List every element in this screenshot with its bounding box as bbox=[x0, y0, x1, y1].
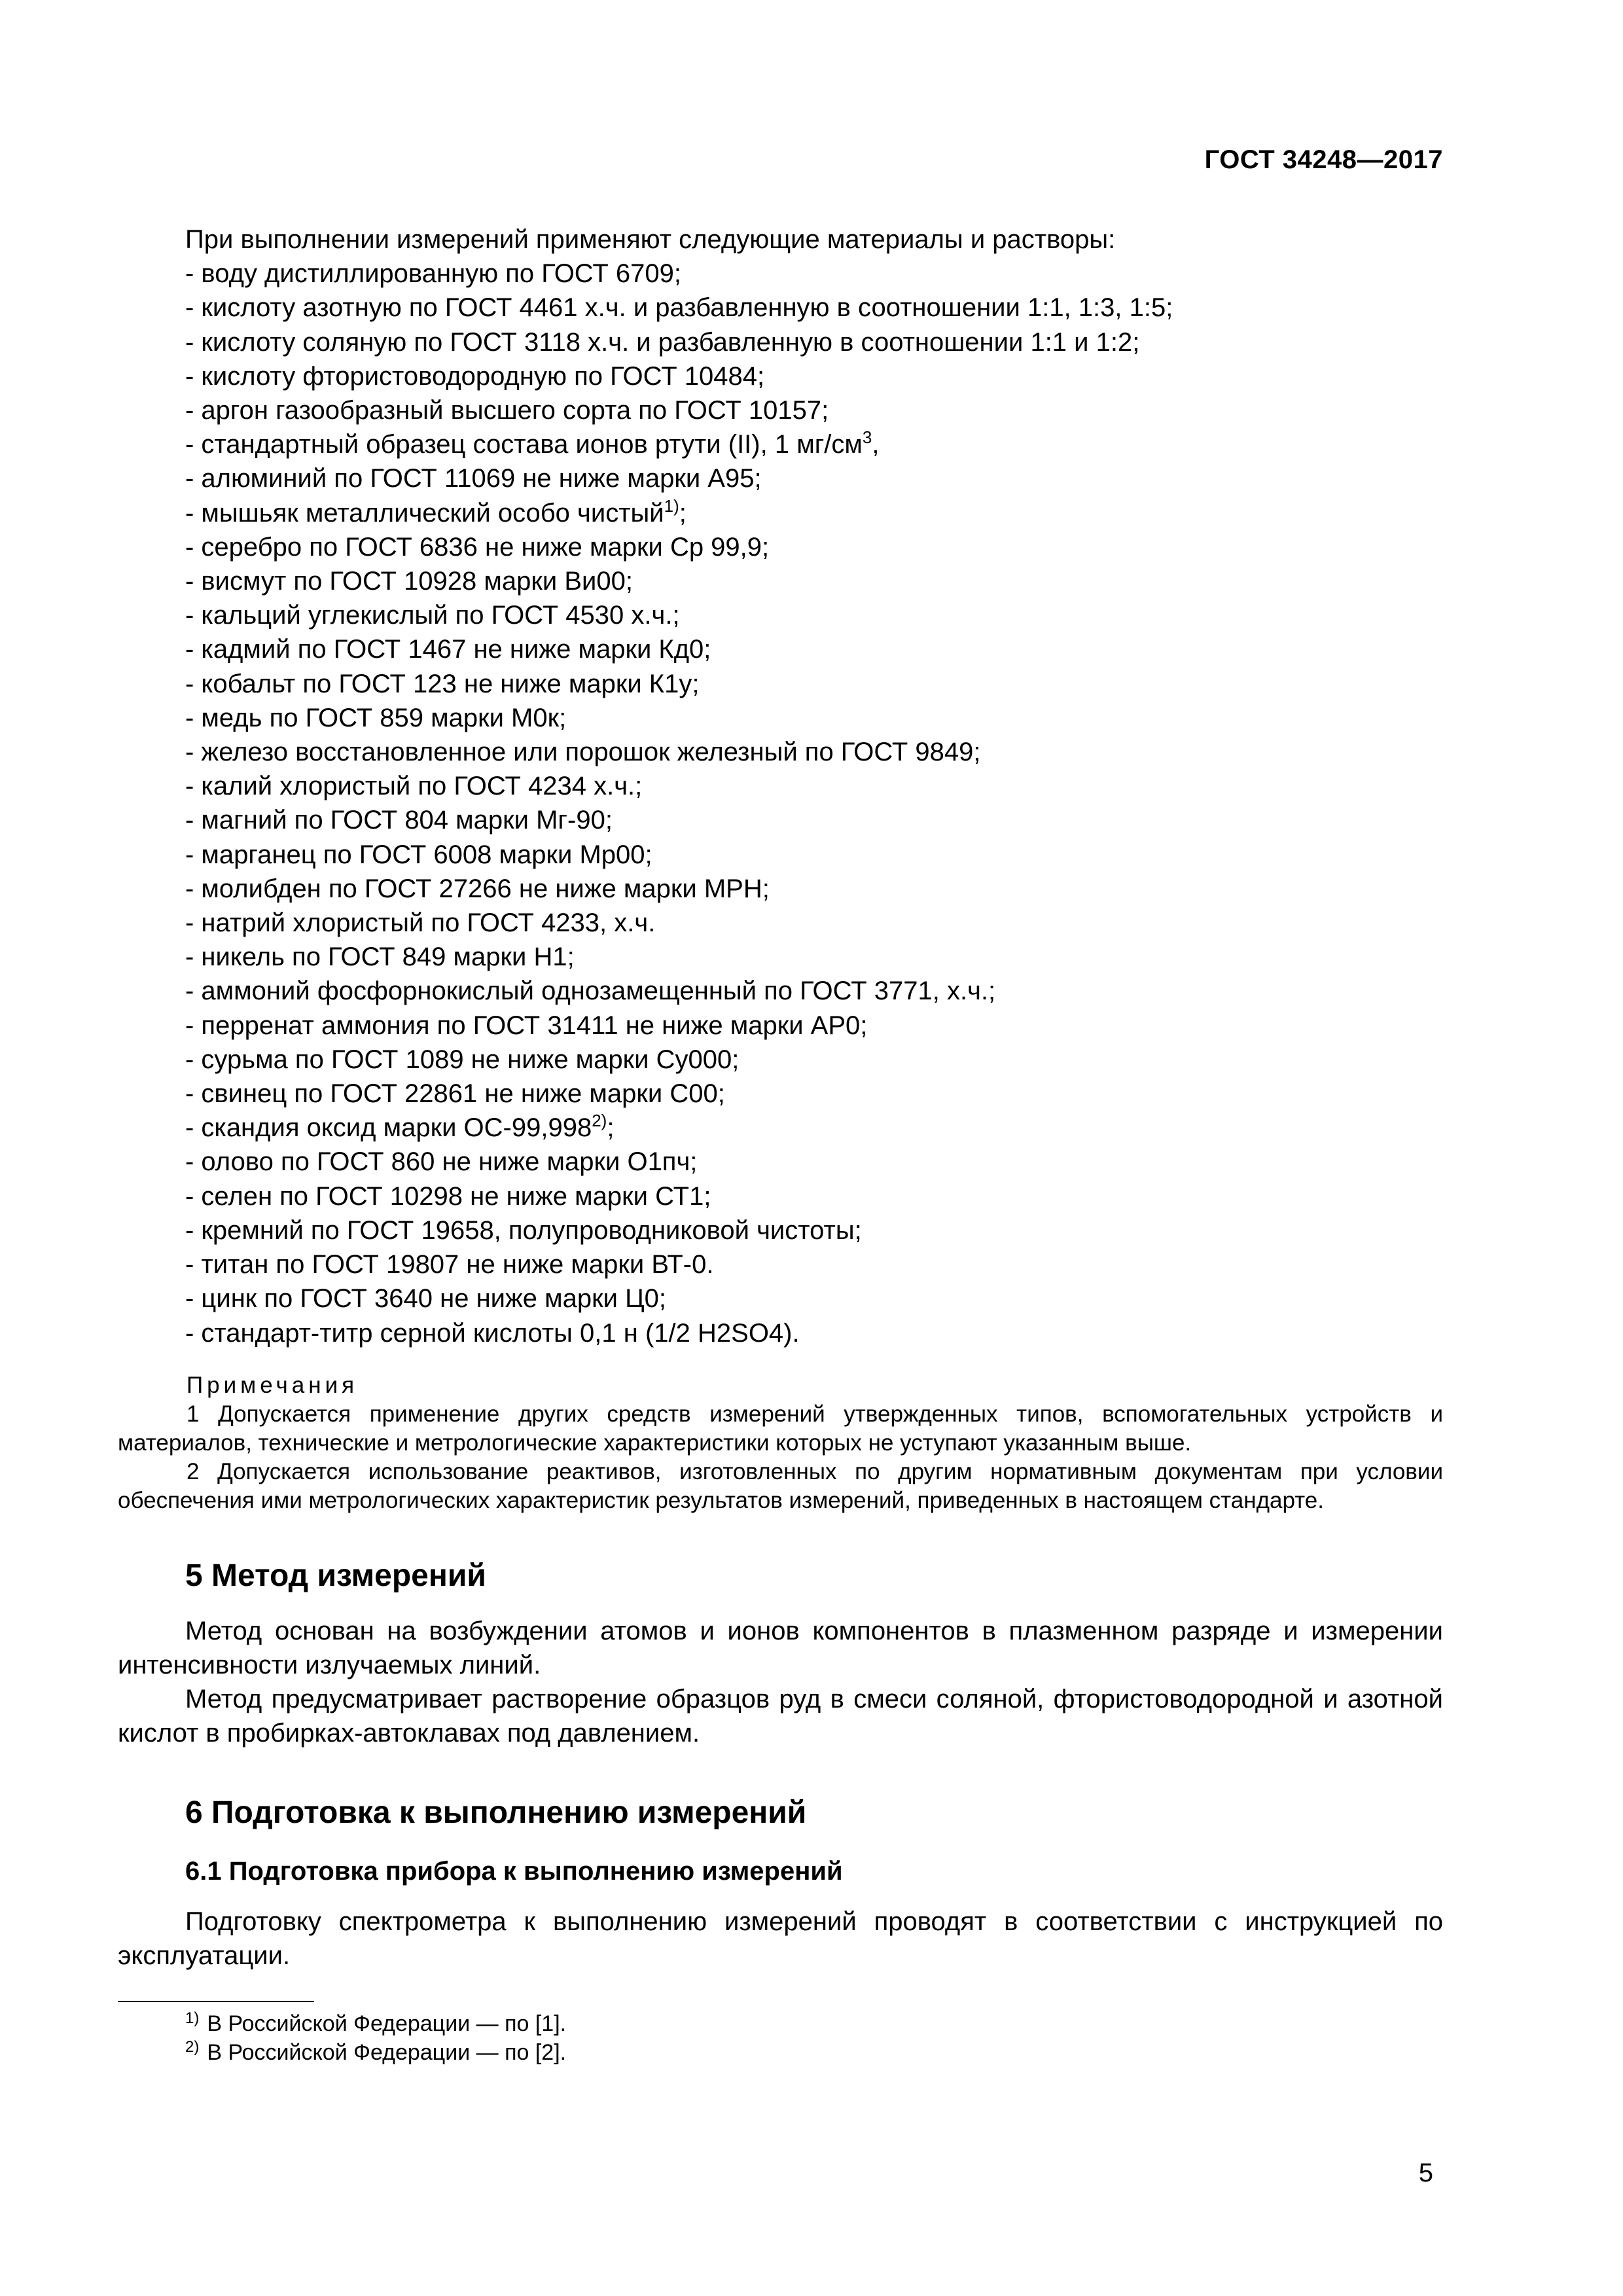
list-item: - сурьма по ГОСТ 1089 не ниже марки Су000; bbox=[185, 1045, 740, 1074]
note-item: 1 Допускается применение других средств измерений утвержденных типов, вспомогательных устройств и материалов, технические и метрологические характеристики которых не уступают указанным выше. bbox=[118, 1401, 1443, 1456]
list-item: - кислоту соляную по ГОСТ 3118 х.ч. и разбавленную в соотношении 1:1 и 1:2; bbox=[185, 327, 1140, 357]
footnote-mark: 1) bbox=[185, 2009, 200, 2027]
section-6 bbox=[118, 1793, 1443, 1973]
list-item: - аргон газообразный высшего сорта по ГОСТ 10157; bbox=[185, 396, 829, 425]
list-item: - цинк по ГОСТ 3640 не ниже марки Ц0; bbox=[185, 1284, 667, 1314]
list-item: - натрий хлористый по ГОСТ 4233, х.ч. bbox=[185, 908, 656, 938]
page-number: 5 bbox=[1418, 2159, 1433, 2187]
list-item: - стандартный образец состава ионов ртути (II), 1 $мг/см^3$, bbox=[185, 427, 880, 459]
list-item: - олово по ГОСТ 860 не ниже марки О1пч; bbox=[185, 1147, 698, 1177]
footnote-divider bbox=[118, 2001, 314, 2002]
section-heading: 5 Метод измерений bbox=[185, 1558, 486, 1593]
list-item: - алюминий по ГОСТ 11069 не ниже марки А95; bbox=[185, 464, 762, 493]
list-item: - титан по ГОСТ 19807 не ниже марки ВТ-0. bbox=[185, 1250, 714, 1280]
materials-list bbox=[185, 257, 1173, 1350]
list-item: - скандия оксид марки ОС-99,998$^{2)}$; bbox=[185, 1111, 615, 1143]
section-5 bbox=[118, 1556, 1443, 1750]
list-item: - железо восстановленное или порошок железный по ГОСТ 9849; bbox=[185, 738, 981, 767]
list-item: - молибден по ГОСТ 27266 не ниже марки МРН; bbox=[185, 874, 770, 903]
list-item: - кремний по ГОСТ 19658, полупроводниковой чистоты; bbox=[185, 1215, 862, 1245]
list-item: - селен по ГОСТ 10298 не ниже марки СТ1; bbox=[185, 1181, 711, 1211]
paragraph: Метод предусматривает растворение образцов руд в смеси соляной, фтористоводородной и азотной кислот в пробирках-автоклавах под давлением. bbox=[118, 1685, 1443, 1748]
list-item: - висмут по ГОСТ 10928 марки Ви00; bbox=[185, 567, 633, 596]
list-item: - медь по ГОСТ 859 марки М0к; bbox=[185, 703, 567, 732]
paragraph: Метод основан на возбуждении атомов и ионов компонентов в плазменном разряде и измерении интенсивности излучаемых линий. bbox=[118, 1617, 1443, 1679]
paragraph: Подготовку спектрометра к выполнению измерений проводят в соответствии с инструкцией по эксплуатации. bbox=[118, 1907, 1443, 1970]
materials-block bbox=[185, 223, 1173, 1350]
list-item: - кислоту фтористоводородную по ГОСТ 10484; bbox=[185, 361, 765, 391]
footnotes bbox=[185, 2009, 566, 2067]
footnote: $^{1)}$ В Российской Федерации — по [1]. bbox=[185, 2009, 567, 2036]
list-item: - мышьяк металлический особо чистый$^{1)}$; bbox=[185, 495, 687, 528]
list-item: - калий хлористый по ГОСТ 4234 х.ч.; bbox=[185, 772, 643, 801]
notes-title: Примечания bbox=[187, 1372, 359, 1398]
list-item: - стандарт-титр серной кислоты 0,1 н (1/2 H2SO4). bbox=[185, 1318, 800, 1348]
footnote-ref: 2) bbox=[592, 1111, 607, 1131]
list-item: - кобальт по ГОСТ 123 не ниже марки К1у; bbox=[185, 669, 700, 698]
footnote: $^{2)}$ В Российской Федерации — по [2]. bbox=[185, 2038, 567, 2065]
list-item: - аммоний фосфорнокислый однозамещенный по ГОСТ 3771, х.ч.; bbox=[185, 977, 996, 1006]
list-item: - воду дистиллированную по ГОСТ 6709; bbox=[185, 259, 682, 289]
materials-intro: При выполнении измерений применяют следующие материалы и растворы: bbox=[185, 225, 1116, 254]
list-item: - кадмий по ГОСТ 1467 не ниже марки Кд0; bbox=[185, 635, 711, 664]
section-heading: 6 Подготовка к выполнению измерений bbox=[185, 1795, 807, 1830]
list-item: - магний по ГОСТ 804 марки Мг-90; bbox=[185, 806, 613, 835]
note-item: 2 Допускается использование реактивов, изготовленных по другим нормативным документам при условии обеспечения ими метрологических характеристик результатов измерений, приведенных в настоящем стандарте. bbox=[118, 1459, 1443, 1513]
superscript: 3 bbox=[862, 427, 872, 448]
notes-block bbox=[118, 1371, 1443, 1515]
list-item: - кислоту азотную по ГОСТ 4461 х.ч. и разбавленную в соотношении 1:1, 1:3, 1:5; bbox=[185, 293, 1173, 323]
list-item: - кальций углекислый по ГОСТ 4530 х.ч.; bbox=[185, 601, 680, 630]
subsection-heading: 6.1 Подготовка прибора к выполнению измерений bbox=[185, 1857, 843, 1886]
footnote-mark: 2) bbox=[185, 2038, 200, 2056]
list-item: - никель по ГОСТ 849 марки Н1; bbox=[185, 942, 575, 972]
list-item: - серебро по ГОСТ 6836 не ниже марки Ср 99,9; bbox=[185, 532, 770, 562]
list-item: - свинец по ГОСТ 22861 не ниже марки С00; bbox=[185, 1079, 725, 1109]
list-item: - марганец по ГОСТ 6008 марки Мр00; bbox=[185, 840, 652, 869]
document-id-header: ГОСТ 34248—2017 bbox=[1204, 145, 1443, 174]
footnote-ref: 1) bbox=[664, 495, 679, 516]
list-item: - перренат аммония по ГОСТ 31411 не ниже марки АР0; bbox=[185, 1011, 868, 1040]
